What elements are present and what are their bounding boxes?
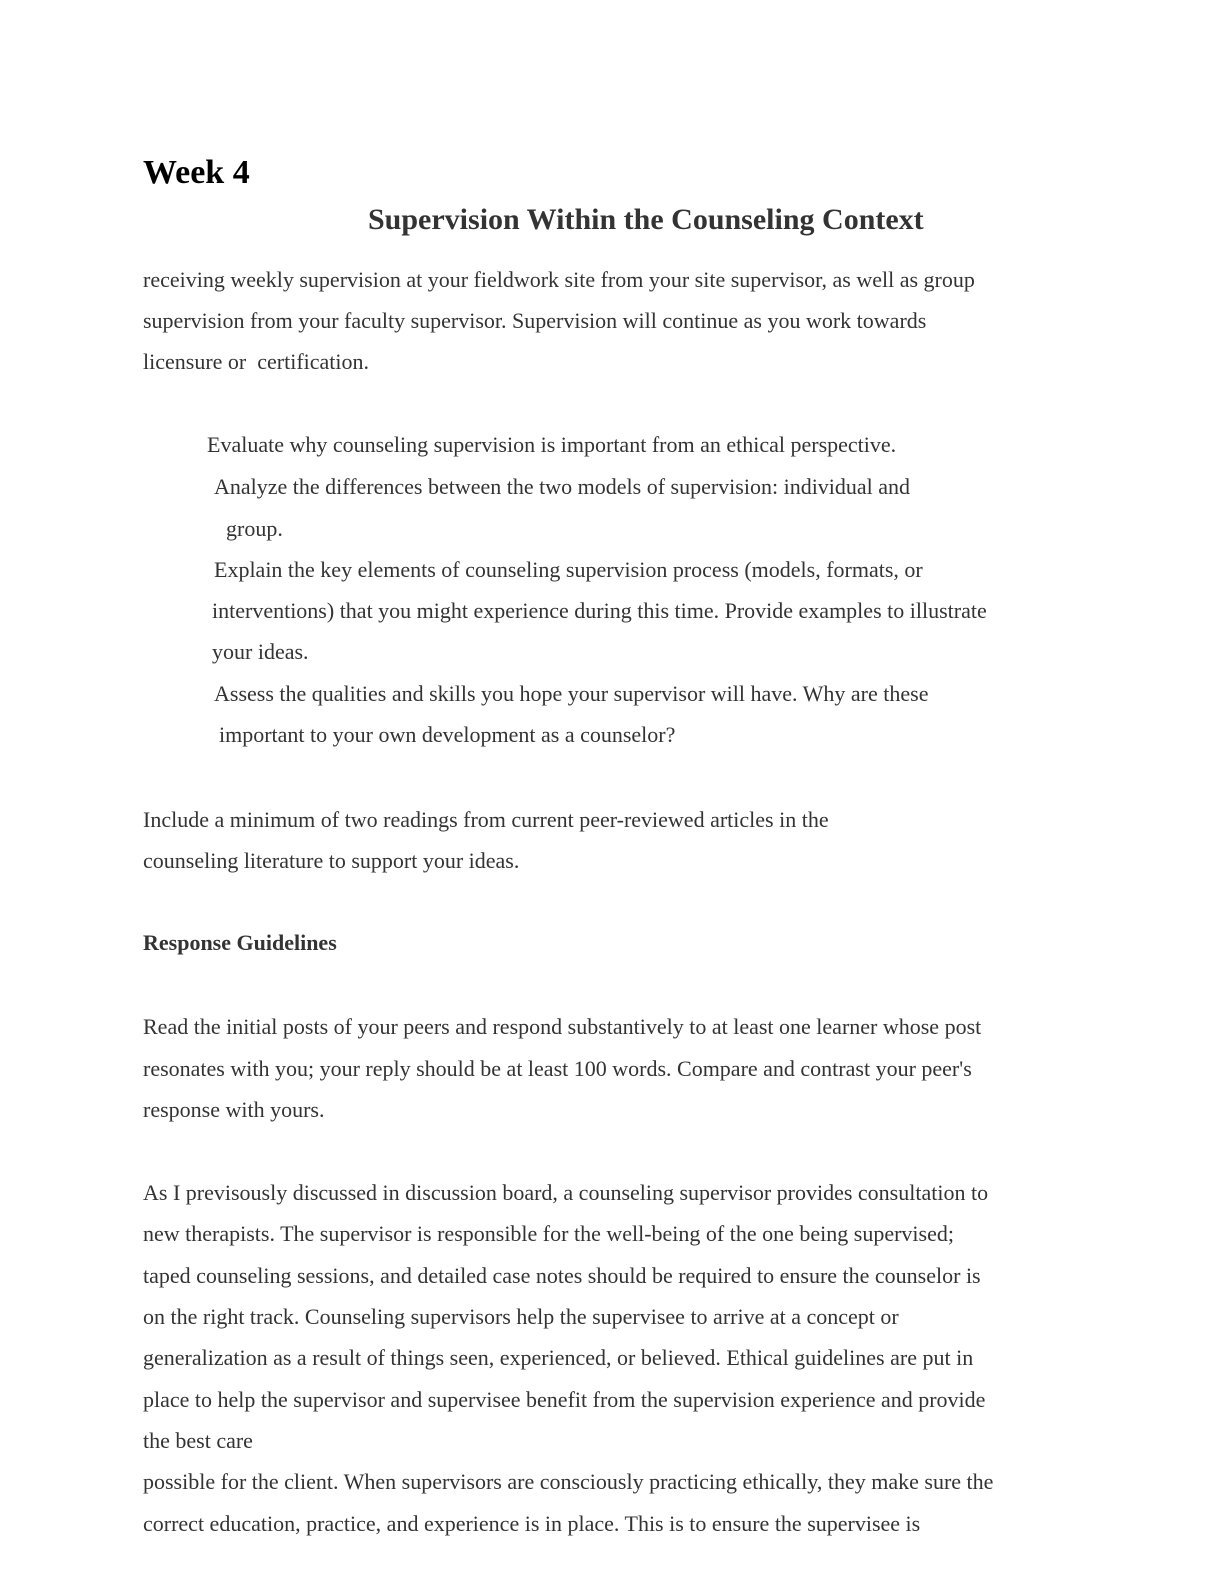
task-line: important to your own development as a counselor? (219, 722, 676, 747)
response-line: resonates with you; your reply should be at least 100 words. Compare and contrast your peer's (143, 1056, 972, 1081)
response-guidelines-heading: Response Guidelines (143, 930, 337, 955)
answer-line: new therapists. The supervisor is responsible for the well-being of the one being supervised; (143, 1221, 954, 1246)
answer-line: on the right track. Counseling supervisors help the supervisee to arrive at a concept or (143, 1304, 899, 1329)
task-line: group. (226, 516, 283, 541)
intro-line: supervision from your faculty supervisor. Supervision will continue as you work towards (143, 308, 927, 333)
intro-line: licensure or certification. (143, 349, 370, 374)
task-line: Analyze the differences between the two models of supervision: individual and (214, 474, 911, 499)
response-line: Read the initial posts of your peers and respond substantively to at least one learner whose post (143, 1014, 982, 1039)
readings-line: counseling literature to support your ideas. (143, 848, 520, 873)
answer-line: the best care (143, 1428, 253, 1453)
answer-line: place to help the supervisor and supervisee benefit from the supervision experience and provide (143, 1387, 986, 1412)
task-line: Evaluate why counseling supervision is important from an ethical perspective. (207, 432, 897, 457)
task-line: Explain the key elements of counseling supervision process (models, formats, or (214, 557, 923, 582)
intro-line: receiving weekly supervision at your fieldwork site from your site supervisor, as well as group (143, 267, 975, 292)
answer-line: As I previsously discussed in discussion board, a counseling supervisor provides consultation to (143, 1180, 989, 1205)
document-title: Supervision Within the Counseling Context (368, 203, 924, 236)
week-heading: Week 4 (143, 154, 250, 191)
task-line: Assess the qualities and skills you hope your supervisor will have. Why are these (214, 681, 929, 706)
task-line: your ideas. (212, 639, 309, 664)
answer-line: generalization as a result of things seen, experienced, or believed. Ethical guidelines are put in (143, 1345, 974, 1370)
task-line: interventions) that you might experience during this time. Provide examples to illustrate (212, 598, 987, 623)
answer-line: taped counseling sessions, and detailed case notes should be required to ensure the counselor is (143, 1263, 981, 1288)
response-line: response with yours. (143, 1097, 325, 1122)
readings-line: Include a minimum of two readings from current peer-reviewed articles in the (143, 807, 829, 832)
answer-line: possible for the client. When supervisors are consciously practicing ethically, they make sure the (143, 1469, 994, 1494)
answer-line: correct education, practice, and experience is in place. This is to ensure the supervisee is (143, 1511, 921, 1536)
